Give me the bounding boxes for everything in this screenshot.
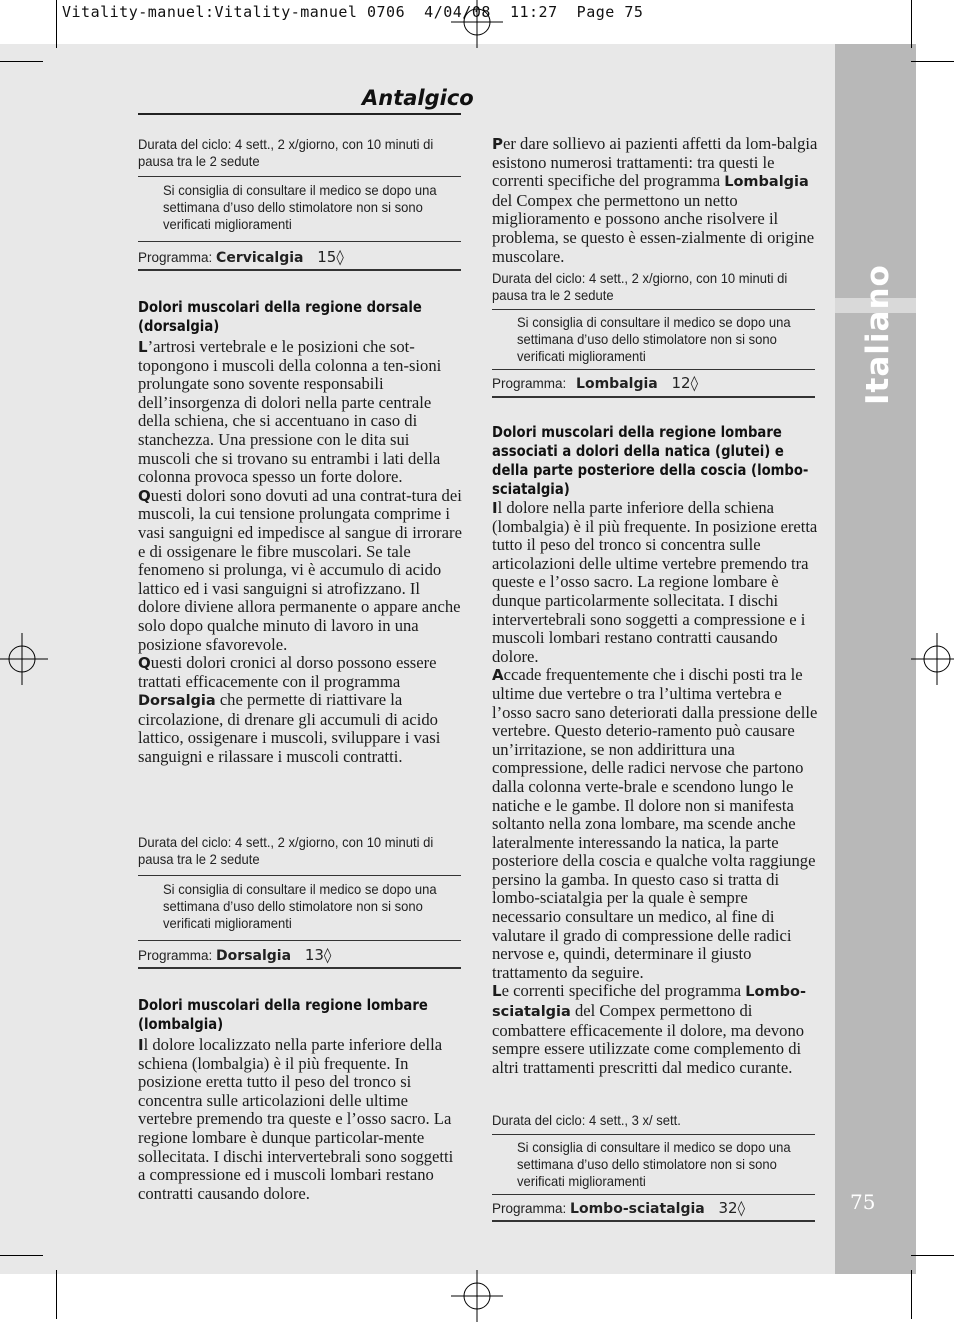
- drop-cap: L: [138, 338, 148, 356]
- body-text: [138, 1036, 464, 1203]
- cycle-duration: Durata del ciclo: 4 sett., 3 x/ sett.: [492, 1112, 681, 1128]
- paragraph-text: ’artrosi vertebrale e le posizioni che sot-topongono i muscoli della colonna a ten-sioni prolungate sono sovente responsabili dell’insorgenza di dolori nella parte centrale della schiena, che si accentuano in caso di stanchezza. Una pressione con le dita sui muscoli che si trovano su entrambi i lati della colonna provoca spesso un forte dolore.: [138, 337, 442, 487]
- crop-mark: [56, 1270, 57, 1319]
- divider: [492, 369, 815, 370]
- program-number: 12◊: [671, 374, 698, 392]
- crop-mark: [911, 0, 912, 48]
- paragraph: [138, 338, 464, 487]
- crop-mark: [911, 1255, 954, 1256]
- program-line: [492, 1199, 745, 1217]
- crop-mark: [911, 1270, 912, 1319]
- registration-mark-icon: [911, 633, 954, 685]
- divider: [138, 875, 461, 876]
- paragraph-text: uesti dolori cronici al dorso possono essere trattati efficacemente con il programma: [138, 653, 437, 691]
- drop-cap: P: [492, 135, 503, 153]
- program-label: Programma:: [492, 376, 567, 391]
- language-label: Italiano: [860, 264, 896, 405]
- program-line: [492, 374, 698, 392]
- paragraph-text: l dolore localizzato nella parte inferiore della schiena (lombalgia) è il più frequente. In posizione eretta tutto il peso del tronco si concentra sulle articolazioni delle ultime vertebre premendo tra queste e l’osso sacro. La regione lombare è dunque particolar-mente sollecitata. I dischi intervertebrali sono soggetti a compressione ed i muscoli lombari restano contratti causando dolore.: [138, 1035, 454, 1203]
- program-name: Dorsalgia: [216, 948, 292, 964]
- crop-mark: [56, 0, 57, 48]
- title-divider: [138, 113, 461, 115]
- crop-mark: [0, 1255, 43, 1256]
- paragraph-text: er dare sollievo ai pazienti affetti da lom-balgia esistono numerosi trattamenti: tra questi le correnti specifiche del programma: [492, 134, 818, 191]
- program-name: Lombalgia: [576, 376, 658, 392]
- drop-cap: L: [492, 982, 502, 1001]
- program-reference: Lombalgia: [724, 174, 809, 191]
- paragraph: [492, 499, 818, 666]
- page-number: 75: [850, 1190, 876, 1214]
- divider: [138, 940, 461, 941]
- drop-cap: A: [492, 666, 504, 685]
- cycle-duration: Durata del ciclo: 4 sett., 2 x/giorno, con 10 minuti di pausa tra le 2 sedute: [138, 136, 434, 169]
- drop-cap: Q: [138, 486, 151, 505]
- registration-mark-icon: [451, 1270, 503, 1322]
- paragraph: [492, 982, 818, 1077]
- program-number: 13◊: [304, 946, 332, 964]
- paragraph: [138, 654, 464, 767]
- program-reference: Dorsalgia: [138, 693, 216, 710]
- program-label: Programma:: [138, 250, 213, 265]
- subsection-heading: Dolori muscolari della regione lombare associati a dolori della natica (glutei) e della parte posteriore della coscia (lombo-sciatalgia): [492, 423, 809, 498]
- divider: [492, 1194, 815, 1195]
- body-text: [138, 338, 464, 767]
- medical-advice: Si consiglia di consultare il medico se dopo una settimana d’uso dello stimolatore non si sono verificati miglioramenti: [517, 314, 791, 364]
- paragraph-text: uesti dolori sono dovuti ad una contrat-tura dei muscoli, la cui tensione prolungata comprime i vasi sanguigni ed impedisce al sangue di irrorare e di ossigenare le fibre muscolari. Se tale fenomeno si prolunga, vi è accumulo di acido lattico ed i vasi sanguigni si atrofizzano. Il dolore diviene allora permanente o appare anche solo dopo qualche minuto di lavoro in una posizione sfavorevole.: [138, 485, 462, 654]
- divider: [138, 269, 461, 271]
- registration-mark-icon: [0, 633, 48, 685]
- drop-cap: I: [138, 1036, 144, 1054]
- paragraph-text: l dolore nella parte inferiore della schiena (lombalgia) è il più frequente. In posizione eretta tutto il peso del tronco si concentra sulle articolazioni delle ultime vertebre premendo tra queste e l’osso sacro. La regione lombare è dunque particolarmente sollecitata. I dischi intervertebrali sono soggetti a compressione e i muscoli lombari restano contratti causando dolore.: [492, 498, 818, 666]
- drop-cap: I: [492, 499, 498, 517]
- paragraph: [492, 666, 818, 982]
- divider: [138, 967, 461, 969]
- program-number: 32◊: [718, 1199, 745, 1217]
- subsection-heading: Dolori muscolari della regione lombare (lombalgia): [138, 996, 428, 1033]
- medical-advice: Si consiglia di consultare il medico se dopo una settimana d’uso dello stimolatore non si sono verificati miglioramenti: [163, 182, 437, 232]
- program-name: Cervicalgia: [216, 250, 304, 266]
- body-text: [492, 135, 818, 266]
- divider: [492, 396, 815, 398]
- program-label: Programma:: [138, 948, 213, 963]
- program-name: Lombo-sciatalgia: [570, 1201, 705, 1217]
- paragraph: [138, 487, 464, 654]
- divider: [138, 241, 461, 242]
- program-reference: Lombo-sciatalgia: [492, 984, 806, 1021]
- medical-advice: Si consiglia di consultare il medico se dopo una settimana d’uso dello stimolatore non si sono verificati miglioramenti: [163, 881, 437, 931]
- program-label: Programma:: [492, 1201, 567, 1216]
- divider: [492, 309, 815, 310]
- paragraph-text: ccade frequentemente che i dischi posti tra le ultime due vertebre o tra l’ultima vertebra e l’osso sacro sano deteriorati dalla pressione delle vertebre. Questo deterio-ramento può causare un’irritazione, se non addirittura una compressione, delle radici nervose che partono dalla colonna verte-brale e scendono lungo le natiche e le gambe. Il dolore non si manifesta soltanto nella zona lombare, ma scende anche lateralmente interessando la natica, la parte posteriore della coscia e qualche volta raggiunge persino la gamba. In questo caso si tratta di lombo-sciatalgia per la quale è sempre necessario consultare un medico, al fine di valutare il grado di compressione delle radici nervose e, quindi, determinare il giusto trattamento da seguire.: [492, 665, 818, 982]
- program-number: 15◊: [317, 248, 344, 266]
- paragraph-text: del Compex che permettono un netto miglioramento e possono anche risolvere il problema, se questo è essen-zialmente di origine muscolare.: [492, 190, 815, 266]
- section-title: Antalgico: [362, 86, 474, 110]
- cycle-duration: Durata del ciclo: 4 sett., 2 x/giorno, con 10 minuti di pausa tra le 2 sedute: [492, 270, 788, 303]
- paragraph: [138, 1036, 464, 1203]
- language-sidebar: [835, 44, 916, 1274]
- body-text: [492, 499, 818, 1077]
- program-line: [138, 946, 331, 964]
- crop-mark: [911, 61, 954, 62]
- divider: [492, 1134, 815, 1135]
- paragraph-text: e correnti specifiche del programma: [501, 981, 746, 1001]
- paragraph-text: del Compex permettono di combattere efficacemente il dolore, ma devono sempre essere utilizzate come complemento di altri trattamenti prescritti dal medico curante.: [492, 1001, 805, 1077]
- cycle-duration: Durata del ciclo: 4 sett., 2 x/giorno, con 10 minuti di pausa tra le 2 sedute: [138, 834, 434, 867]
- drop-cap: Q: [138, 654, 151, 673]
- registration-mark-icon: [451, 0, 503, 48]
- paragraph: [492, 135, 818, 266]
- paragraph-text: che permette di riattivare la circolazione, di drenare gli accumuli di acido lattico, ossigenare i muscoli, sviluppare i vasi sanguigni e rilassare i muscoli contratti.: [138, 690, 441, 767]
- program-line: [138, 248, 344, 266]
- medical-advice: Si consiglia di consultare il medico se dopo una settimana d’uso dello stimolatore non si sono verificati miglioramenti: [517, 1139, 791, 1189]
- print-slug-header: Vitality-manuel:Vitality-manuel 0706 4/04/08 11:27 Page 75: [62, 3, 644, 21]
- divider: [492, 1220, 815, 1222]
- crop-mark: [0, 61, 43, 62]
- divider: [138, 176, 461, 177]
- subsection-heading: Dolori muscolari della regione dorsale (dorsalgia): [138, 298, 422, 335]
